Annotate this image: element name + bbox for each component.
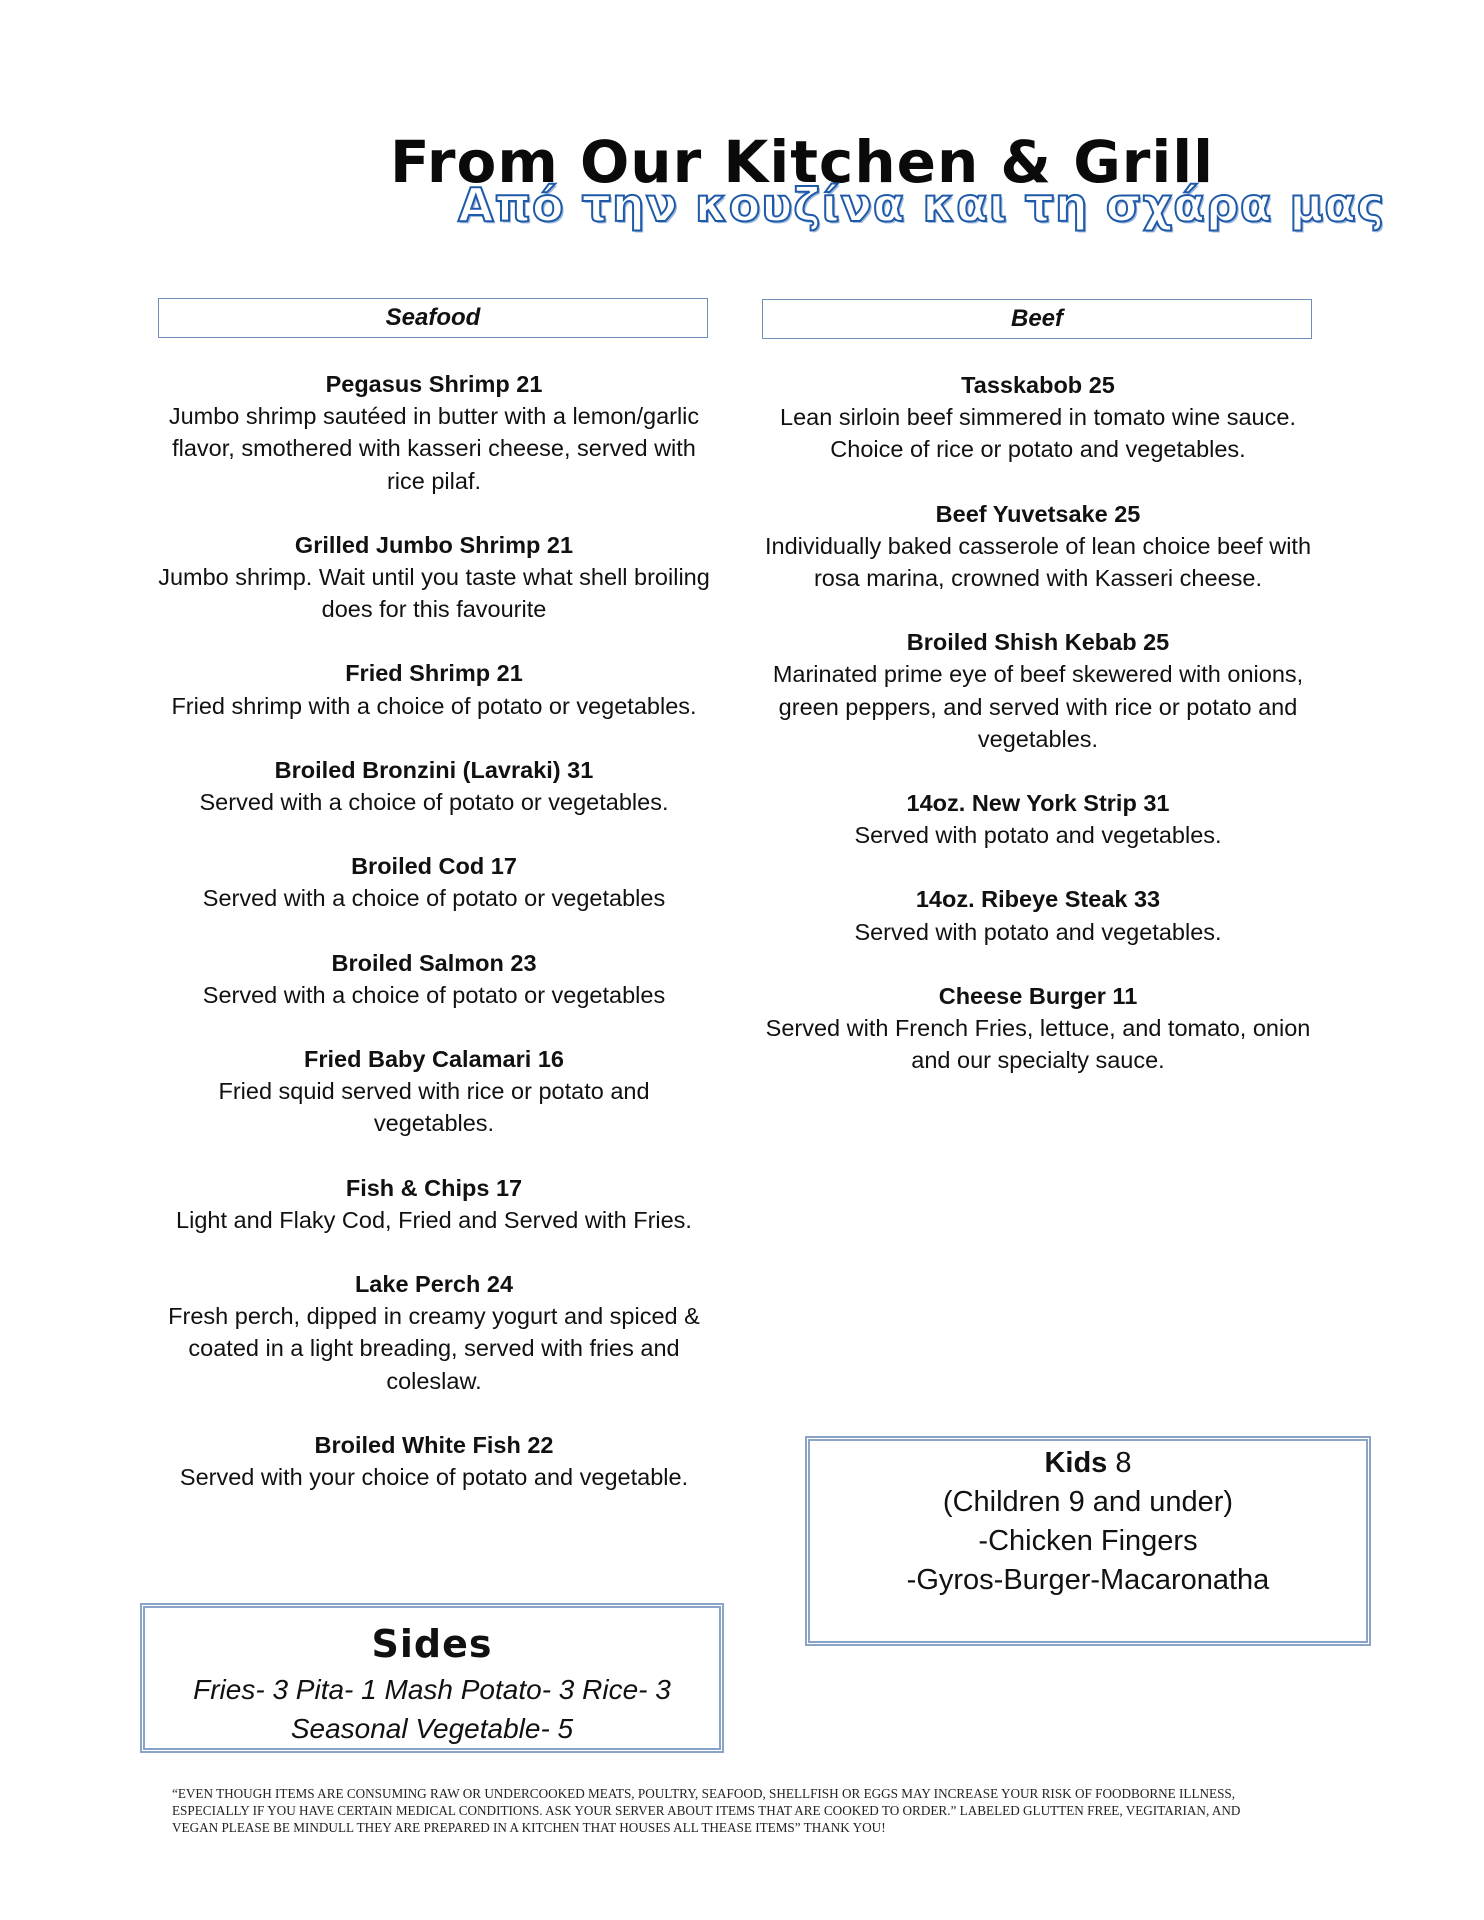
menu-item — [158, 1043, 710, 1140]
menu-item-description: Served with a choice of potato or vegetables. — [199, 789, 669, 816]
menu-item — [762, 498, 1314, 595]
menu-item — [762, 980, 1314, 1077]
menu-item-name: Grilled Jumbo Shrimp 21 — [294, 531, 574, 558]
menu-item-description: Lean sirloin beef simmered in tomato wine sauce. Choice of rice or potato and vegetables. — [780, 404, 1296, 463]
menu-item-name: Pegasus Shrimp 21 — [325, 371, 543, 397]
menu-item-description: Jumbo shrimp sautéed in butter with a lemon/garlic flavor, smothered with kasseri cheese, served with rice pilaf. — [168, 403, 700, 494]
kids-option: -Chicken Fingers — [978, 1525, 1198, 1557]
kids-age-note: (Children 9 and under) — [942, 1486, 1234, 1518]
kids-menu-box — [805, 1436, 1371, 1646]
kids-option: -Gyros-Burger-Macaronatha — [906, 1564, 1270, 1596]
seafood-section-header: Seafood — [158, 298, 708, 338]
sides-line: Seasonal Vegetable- 5 — [290, 1713, 574, 1744]
menu-item-name: Cheese Burger 11 — [938, 982, 1138, 1009]
kids-heading — [810, 1444, 1366, 1483]
menu-item-name: Tasskabob 25 — [961, 372, 1115, 398]
menu-item-description: Fresh perch, dipped in creamy yogurt and spiced & coated in a light breading, served with fries and coleslaw. — [168, 1303, 700, 1394]
menu-item-name: Fried Baby Calamari 16 — [304, 1046, 564, 1073]
seafood-item-list — [158, 368, 710, 1525]
menu-item-description: Served with a choice of potato or vegetables — [202, 885, 666, 912]
menu-item — [158, 1429, 710, 1493]
menu-item-name: Broiled Cod 17 — [351, 853, 517, 880]
sides-title: Sides — [371, 1622, 493, 1666]
menu-item — [158, 947, 710, 1011]
menu-item — [762, 883, 1314, 947]
menu-item-name: Broiled Salmon 23 — [331, 949, 537, 976]
menu-item-name: Broiled Shish Kebab 25 — [906, 629, 1170, 656]
menu-item-description: Light and Flaky Cod, Fried and Served with Fries. — [176, 1206, 692, 1233]
menu-item-name: 14oz. Ribeye Steak 33 — [915, 886, 1161, 913]
menu-item — [158, 850, 710, 914]
page-title: From Our Kitchen & Grill — [390, 128, 1215, 196]
beef-section-header: Beef — [762, 299, 1312, 339]
menu-item-name: Broiled Bronzini (Lavraki) 31 — [274, 756, 594, 783]
menu-item — [158, 529, 710, 626]
kids-price: 8 — [1115, 1447, 1132, 1479]
menu-item-name: 14oz. New York Strip 31 — [906, 790, 1170, 817]
sides-line: Fries- 3 Pita- 1 Mash Potato- 3 Rice- 3 — [193, 1674, 671, 1705]
menu-item-name: Fried Shrimp 21 — [345, 660, 523, 687]
menu-item — [158, 1268, 710, 1397]
sides-box — [140, 1603, 724, 1753]
menu-item — [762, 787, 1314, 851]
menu-item — [762, 626, 1314, 755]
page-subtitle-greek: Από την κουζίνα και τη σχάρα μας — [458, 178, 1386, 232]
menu-item — [158, 754, 710, 818]
menu-item-name: Lake Perch 24 — [354, 1271, 514, 1298]
menu-item-description: Fried squid served with rice or potato and vegetables. — [218, 1078, 650, 1137]
menu-item-description: Served with French Fries, lettuce, and tomato, onion and our specialty sauce. — [765, 1015, 1311, 1074]
menu-item-description: Served with potato and vegetables. — [854, 822, 1222, 849]
menu-item-name: Beef Yuvetsake 25 — [935, 500, 1141, 527]
menu-item-description: Served with a choice of potato or vegetables — [202, 981, 666, 1008]
beef-item-list — [762, 369, 1314, 1108]
menu-item-description: Served with potato and vegetables. — [854, 918, 1222, 945]
menu-item-description: Fried shrimp with a choice of potato or vegetables. — [171, 692, 697, 719]
menu-item-description: Jumbo shrimp. Wait until you taste what shell broiling does for this favourite — [158, 564, 710, 623]
menu-item — [762, 369, 1314, 466]
menu-item-name: Broiled White Fish 22 — [314, 1431, 554, 1458]
food-safety-disclaimer: “EVEN THOUGH ITEMS ARE CONSUMING RAW OR UNDERCOOKED MEATS, POULTRY, SEAFOOD, SHELLFISH OR EGGS MAY INCREASE YOUR RISK OF FOODBORNE ILLNESS, ESPECIALLY IF YOU HAVE CERTAIN MEDICAL CONDITIONS. ASK YOUR SERVER ABOUT ITEMS THAT ARE COOKED TO ORDER.” LABELED GLUTTEN FREE, VEGITARIAN, AND VEGAN PLEASE BE MINDULL THEY ARE PREPARED IN A KITCHEN THAT HOUSES ALL THEASE ITEMS” THANK YOU! — [172, 1786, 1241, 1835]
sides-list — [145, 1670, 719, 1748]
menu-item — [158, 368, 710, 497]
menu-item-name: Fish & Chips 17 — [345, 1174, 523, 1201]
menu-item-description: Individually baked casserole of lean choice beef with rosa marina, crowned with Kasseri cheese. — [764, 532, 1312, 592]
menu-item-description: Marinated prime eye of beef skewered with onions, green peppers, and served with rice or potato and vegetables. — [772, 661, 1304, 752]
kids-title: Kids — [1044, 1447, 1108, 1479]
menu-item — [158, 657, 710, 721]
menu-item — [158, 1172, 710, 1236]
menu-item-description: Served with your choice of potato and vegetable. — [179, 1464, 689, 1491]
